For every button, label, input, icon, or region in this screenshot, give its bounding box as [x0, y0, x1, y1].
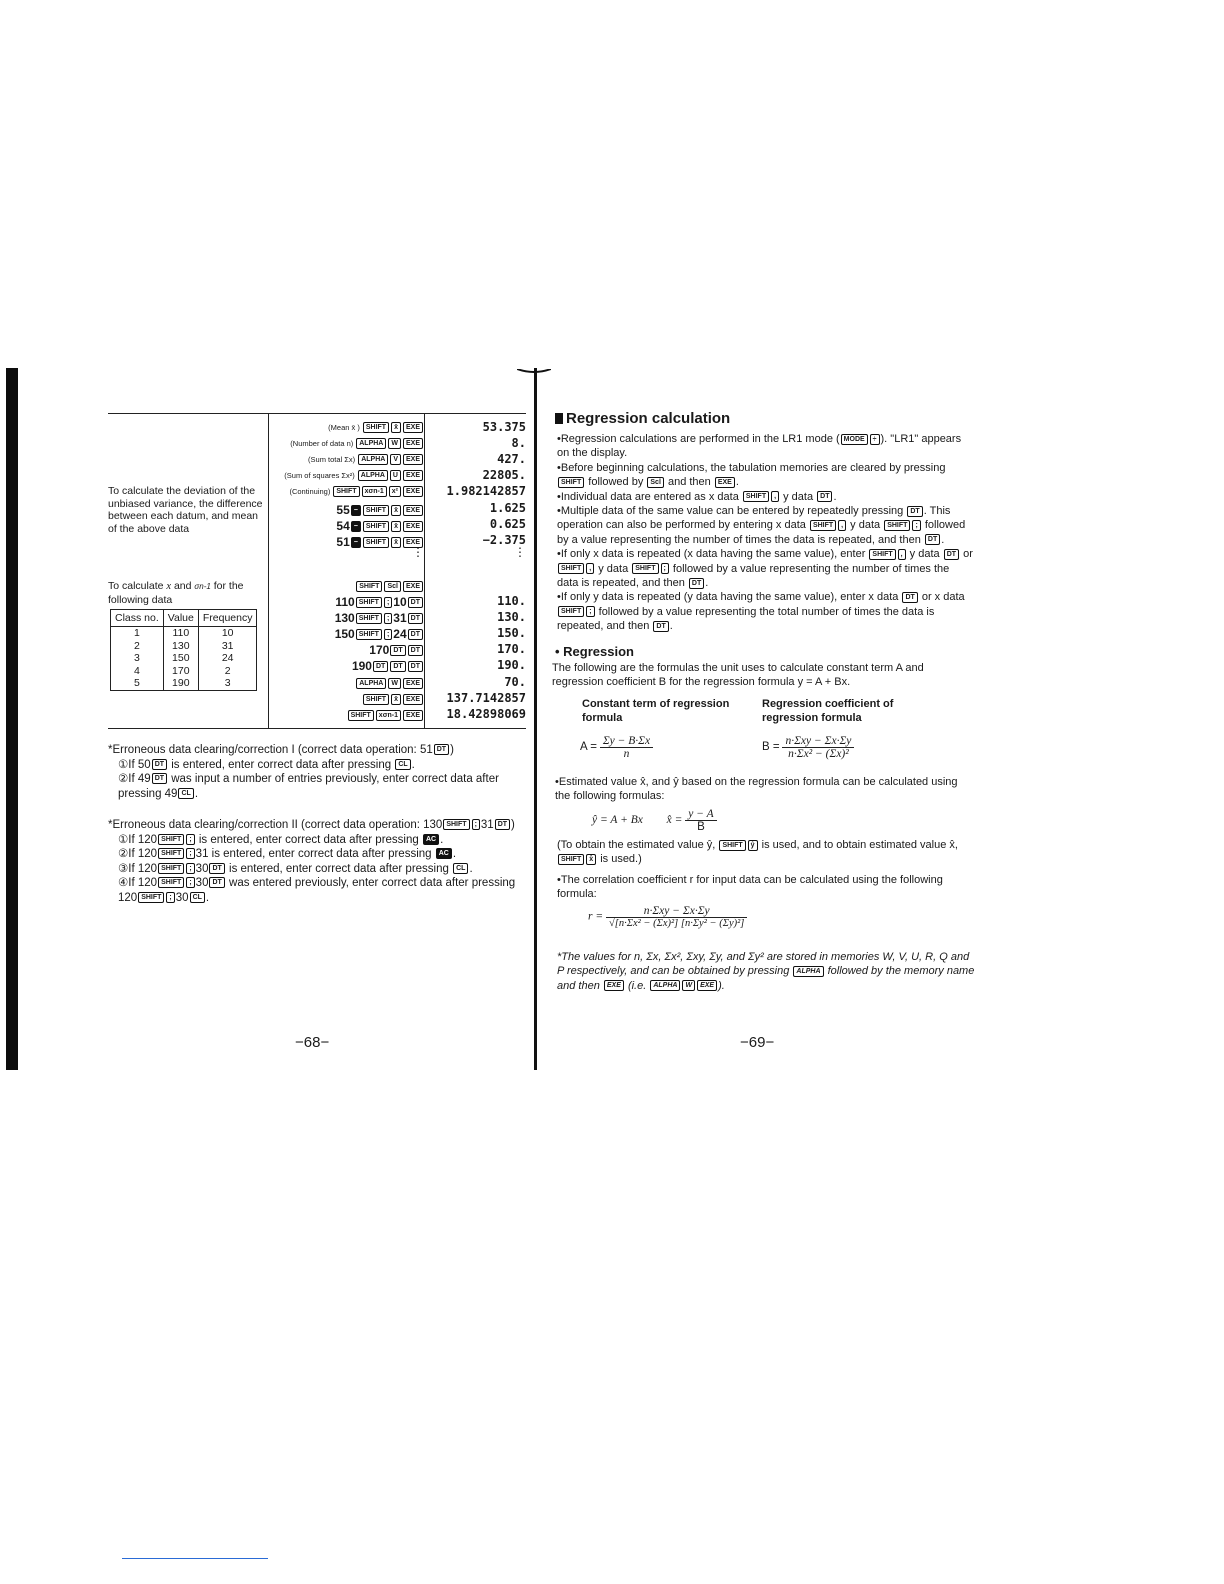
regression-title: Regression calculation — [566, 410, 731, 427]
op-row — [270, 454, 424, 465]
op-result: 137.7142857 — [446, 691, 526, 705]
frequency-table-wrap — [110, 609, 257, 691]
gutter-crop-mark — [517, 366, 551, 376]
op-result: 53.375 — [482, 420, 526, 434]
table-cell: 110 — [163, 627, 198, 640]
correlation-formula: r = $\frac{\text{n·Σxy − Σx·Σy}}{\text{√[n·Σx² − (Σx)²] [n·Σy² − (Σy)²]}}$ — [588, 905, 747, 929]
calc-key: EXE — [403, 581, 423, 592]
--key: ; — [586, 606, 594, 617]
--key: , — [586, 563, 594, 574]
calc-key: SHIFT — [363, 505, 389, 516]
calc-key: xσn-1 — [376, 710, 401, 721]
calc-key: SHIFT — [356, 597, 382, 608]
regression-title-row — [555, 410, 975, 428]
calc-key: SHIFT — [363, 422, 389, 433]
regression-intro: The following are the formulas the unit uses to calculate constant term A and regression coefficient B for the regression formula y = A + Bx. — [552, 662, 924, 689]
list-item: ②If 120 SHIFT ; 31 is entered, enter correct data after pressing AC . — [118, 848, 457, 860]
calc-key: ALPHA — [356, 678, 386, 689]
dt-key: DT — [902, 592, 917, 603]
op-result: 170. — [497, 642, 526, 656]
op-row — [270, 438, 424, 449]
shift-key: SHIFT — [558, 606, 584, 617]
memory-note: *The values for n, Σx, Σx², Σxy, Σy, and Σy² are stored in memories W, V, U, R, Q and P respectively, and can be obtained by pressing ALPHA followed by the memory name and then EXE (i.e. ALPHA W EXE ). — [557, 951, 975, 992]
table-top-rule — [108, 413, 526, 414]
op-label: (Continuing) — [289, 486, 331, 496]
calc-key: EXE — [403, 454, 423, 465]
--key: ; — [166, 892, 174, 903]
shift-key: SHIFT — [558, 854, 584, 865]
table-cell: 3 — [198, 677, 257, 690]
table-row — [111, 627, 257, 640]
alpha-key: ALPHA — [650, 980, 680, 991]
op-row — [270, 659, 424, 673]
bullet-item: •Regression calculations are performed in the LR1 mode ( MODE ÷ ). "LR1" appears on the display. — [557, 433, 962, 460]
--key: , — [771, 491, 779, 502]
op-label: (Number of data n) — [290, 438, 354, 448]
dt-key: DT — [944, 549, 959, 560]
calc-key: EXE — [403, 470, 423, 481]
calc-key: EXE — [403, 521, 423, 532]
calc-key: DT — [373, 661, 388, 672]
table-cell: 24 — [198, 652, 257, 665]
op-row — [270, 579, 424, 593]
table-header-cell: Frequency — [198, 610, 257, 627]
--key: ; — [186, 834, 194, 845]
op-row — [270, 503, 424, 517]
--key: ÷ — [870, 434, 880, 445]
calc-key: DT — [390, 645, 405, 656]
calc-key: U — [390, 470, 401, 481]
estimated-intro: •Estimated value x̂, and ŷ based on the regression formula can be calculated using the following formulas: — [555, 776, 958, 803]
--key: ; — [472, 819, 480, 830]
shift-key: SHIFT — [158, 863, 184, 874]
op-label: 190 — [351, 659, 372, 673]
--key: ; — [186, 877, 194, 888]
op-row — [270, 595, 424, 609]
--key: , — [838, 520, 846, 531]
x--key: x̂ — [586, 854, 596, 865]
op-result: −2.375 — [482, 533, 526, 547]
shift-key: SHIFT — [158, 834, 184, 845]
err1-list — [108, 758, 528, 802]
--key: ; — [661, 563, 669, 574]
deviation-intro: To calculate the deviation of the unbiased variance, the difference between each datum, and mean of the above data — [108, 485, 263, 535]
table-bottom-rule — [108, 728, 526, 729]
op-label: 110 — [335, 595, 355, 609]
calc-key: SHIFT — [363, 694, 389, 705]
estimated-note: (To obtain the estimated value ŷ, SHIFT ŷ is used, and to obtain estimated value x̂, SHIFT x̂ is used.) — [557, 839, 958, 866]
dt-key: DT — [907, 506, 922, 517]
frequency-table — [110, 609, 257, 691]
calc-key: SHIFT — [348, 710, 374, 721]
table-row — [111, 677, 257, 690]
shift-key: SHIFT — [158, 848, 184, 859]
calc-key: xσn-1 — [362, 486, 387, 497]
op-row — [270, 643, 424, 657]
dt-key: DT — [925, 534, 940, 545]
table-row — [111, 652, 257, 665]
bullet-item: •If only x data is repeated (x data having the same value), enter SHIFT , y data DT or SHIFT , y data SHIFT ; followed by a value representing the number of times the data is repeated, and then DT . — [557, 548, 973, 590]
calc-key: W — [388, 678, 401, 689]
list-item: ②If 49 DT was input a number of entries previously, enter correct data after pressing 49 CL . — [118, 773, 499, 800]
col2-heading: Regression coefficient of regression formula — [762, 698, 894, 725]
cl-key: CL — [178, 788, 193, 799]
shift-key: SHIFT — [810, 520, 836, 531]
page-number-left: −68− — [295, 1034, 330, 1051]
calc-key: Scl — [384, 581, 401, 592]
op-label: 55 — [336, 503, 350, 517]
calc-key: W — [388, 438, 401, 449]
table-header-cell: Value — [163, 610, 198, 627]
shift-key: SHIFT — [138, 892, 164, 903]
op-count: 24 — [393, 627, 407, 641]
table-cell: 31 — [198, 640, 257, 653]
op-result: 427. — [497, 452, 526, 466]
results-vdots: ⋮ — [514, 545, 526, 559]
list-item: ①If 50 DT is entered, enter correct data after pressing CL . — [118, 758, 415, 771]
bullet-item: •Multiple data of the same value can be entered by repeatedly pressing DT . This operation can also be performed by entering x data SHIFT , y data SHIFT ; followed by a value representing the number of times the data is repeated, and then DT . — [557, 505, 966, 546]
dt-key: DT — [689, 578, 704, 589]
calc-key: ; — [384, 629, 392, 640]
op-label: 54 — [336, 519, 350, 533]
regression-subheading: • Regression — [555, 644, 634, 659]
calc-key: ; — [384, 597, 392, 608]
calc-key: EXE — [403, 486, 423, 497]
op-label: (Sum total Σx) — [308, 454, 356, 464]
calc-key: DT — [408, 645, 423, 656]
shift-key: SHIFT — [558, 477, 584, 488]
table-cell: 4 — [111, 665, 164, 678]
calc-key: x̄ — [391, 694, 401, 705]
op-result: 150. — [497, 626, 526, 640]
calc-key: SHIFT — [356, 629, 382, 640]
calc-key: EXE — [403, 710, 423, 721]
calc-key: ; — [384, 613, 392, 624]
op-result: 190. — [497, 658, 526, 672]
err2-section — [108, 818, 528, 905]
table-cell: 5 — [111, 677, 164, 690]
shift-key: SHIFT — [869, 549, 895, 560]
page-number-right: −69− — [740, 1034, 775, 1051]
op-label: 150 — [334, 627, 355, 641]
dt-key: DT — [817, 491, 832, 502]
--key: ŷ — [748, 840, 758, 851]
column-divider-right — [424, 413, 425, 728]
bullet-item: •Before beginning calculations, the tabulation memories are cleared by pressing SHIFT followed by Scl and then EXE . — [557, 461, 946, 489]
regression-bullets — [557, 432, 973, 634]
dt-key: DT — [434, 744, 449, 755]
calc-key: − — [351, 521, 361, 532]
calc-key: EXE — [403, 438, 423, 449]
calc-key: DT — [408, 629, 423, 640]
table-row — [111, 665, 257, 678]
calc-key: DT — [408, 613, 423, 624]
calc-key: ALPHA — [358, 470, 388, 481]
err2-list — [108, 833, 528, 906]
op-row — [270, 611, 424, 625]
center-gutter-line — [534, 368, 537, 1070]
op-result: 110. — [497, 594, 526, 608]
table-cell: 1 — [111, 627, 164, 640]
calc-key: x̄ — [391, 521, 401, 532]
shift-key: SHIFT — [443, 819, 469, 830]
calc-key: SHIFT — [363, 537, 389, 548]
calc-key: x̄ — [391, 537, 401, 548]
exe-key: EXE — [715, 477, 735, 488]
calc-key: SHIFT — [356, 613, 382, 624]
dt-key: DT — [152, 773, 167, 784]
scl-key: Scl — [647, 477, 664, 488]
table-cell: 190 — [163, 677, 198, 690]
shift-key: SHIFT — [558, 563, 584, 574]
calc-key: DT — [408, 597, 423, 608]
op-label: 130 — [334, 611, 355, 625]
table-cell: 2 — [111, 640, 164, 653]
cl-key: CL — [395, 759, 410, 770]
table-cell: 150 — [163, 652, 198, 665]
dt-key: DT — [495, 819, 510, 830]
calc-key: x̄ — [391, 422, 401, 433]
bullet-item: •Individual data are entered as x data SHIFT , y data DT . — [557, 490, 837, 503]
op-result: 18.42898069 — [446, 707, 526, 721]
xsigma-intro: To calculate x and σn-1 for the following data — [108, 580, 244, 606]
w-key: W — [682, 980, 695, 991]
cl-key: CL — [190, 892, 205, 903]
formula-A: A = $\frac{\Sigma y - B\cdot\Sigma x}{n}$ — [580, 735, 653, 760]
shift-key: SHIFT — [719, 840, 745, 851]
op-row — [270, 519, 424, 533]
op-row — [270, 627, 424, 641]
op-result: 130. — [497, 610, 526, 624]
col1-heading: Constant term of regression formula — [582, 698, 730, 725]
--key: ; — [912, 520, 920, 531]
calc-key: − — [351, 505, 361, 516]
--key: , — [898, 549, 906, 560]
calc-key: EXE — [403, 505, 423, 516]
alpha-key: ALPHA — [793, 966, 823, 977]
op-row — [270, 708, 424, 722]
dt-key: DT — [152, 759, 167, 770]
calc-key: SHIFT — [333, 486, 359, 497]
calc-key: ALPHA — [356, 438, 386, 449]
est-y-formula: ŷ = A + Bx — [592, 814, 643, 827]
formula-B: B = $\frac{\text{n·Σxy − Σx·Σy}}{\text{n·Σx² − (Σx)²}}$ — [762, 735, 854, 760]
exe-key: EXE — [604, 980, 624, 991]
list-item: ①If 120 SHIFT ; is entered, enter correct data after pressing AC . — [118, 833, 444, 846]
calc-key: V — [390, 454, 401, 465]
ac-key: AC — [436, 848, 452, 859]
shift-key: SHIFT — [158, 877, 184, 888]
op-result: 1.982142857 — [446, 484, 526, 498]
op-label: 170 — [369, 643, 390, 657]
op-count: 10 — [393, 595, 407, 609]
op-result: 70. — [504, 675, 526, 689]
op-result: 8. — [511, 436, 526, 450]
scan-binding-edge — [6, 368, 18, 1070]
square-bullet-icon — [555, 413, 563, 424]
table-cell: 10 — [198, 627, 257, 640]
op-result: 1.625 — [489, 501, 526, 515]
op-result: 22805. — [482, 468, 526, 482]
calc-key: EXE — [403, 678, 423, 689]
table-cell: 130 — [163, 640, 198, 653]
table-cell: 170 — [163, 665, 198, 678]
ops-vdots: ⋮ — [412, 545, 424, 559]
op-row — [270, 470, 424, 481]
calc-key: x² — [389, 486, 401, 497]
err1-title: *Erroneous data clearing/correction I (correct data operation: 51 DT ) — [108, 744, 454, 756]
err2-title: *Erroneous data clearing/correction II (correct data operation: 130 SHIFT ; 31 DT ) — [108, 819, 515, 831]
footer-link-underline — [122, 1558, 268, 1559]
calc-key: x̄ — [391, 505, 401, 516]
shift-key: SHIFT — [743, 491, 769, 502]
mode-key: MODE — [841, 434, 868, 445]
cl-key: CL — [453, 863, 468, 874]
err1-section — [108, 743, 528, 801]
column-divider-left — [268, 413, 269, 728]
calc-key: EXE — [403, 422, 423, 433]
op-label: 51 — [336, 535, 350, 549]
op-row — [270, 422, 424, 433]
op-label: (Sum of squares Σx²) — [284, 470, 355, 480]
shift-key: SHIFT — [884, 520, 910, 531]
calc-key: − — [351, 537, 361, 548]
calc-key: EXE — [403, 694, 423, 705]
table-cell: 3 — [111, 652, 164, 665]
op-row — [270, 486, 424, 497]
--key: ; — [186, 848, 194, 859]
dt-key: DT — [653, 621, 668, 632]
calc-key: EXE — [403, 537, 423, 548]
calc-key: SHIFT — [356, 581, 382, 592]
op-row — [270, 692, 424, 706]
exe-key: EXE — [697, 980, 717, 991]
table-header-cell: Class no. — [111, 610, 164, 627]
op-count: 31 — [393, 611, 407, 625]
--key: ; — [186, 863, 194, 874]
estimated-formulas: ŷ = A + Bx x̂ = $\frac{y - A}{B}$ — [592, 808, 717, 833]
table-cell: 2 — [198, 665, 257, 678]
bullet-item: •If only y data is repeated (y data having the same value), enter x data DT or x data SHIFT ; followed by a value representing the total number of times the data is repeated, and then DT . — [557, 591, 965, 633]
table-row — [111, 640, 257, 653]
dt-key: DT — [209, 877, 224, 888]
op-result: 0.625 — [489, 517, 526, 531]
op-label: (Mean x̄ ) — [328, 422, 360, 432]
list-item: ④If 120 SHIFT ; 30 DT was entered previously, enter correct data after pressing 120 SHIFT ; 30 CL . — [118, 877, 516, 904]
calc-key: DT — [390, 661, 405, 672]
shift-key: SHIFT — [632, 563, 658, 574]
ac-key: AC — [423, 834, 439, 845]
correlation-intro: •The correlation coefficient r for input data can be calculated using the following formula: — [557, 874, 943, 901]
dt-key: DT — [209, 863, 224, 874]
calc-key: DT — [408, 661, 423, 672]
op-row — [270, 676, 424, 690]
calc-key: ALPHA — [358, 454, 388, 465]
calc-key: SHIFT — [363, 521, 389, 532]
list-item: ③If 120 SHIFT ; 30 DT is entered, enter correct data after pressing CL . — [118, 862, 473, 875]
